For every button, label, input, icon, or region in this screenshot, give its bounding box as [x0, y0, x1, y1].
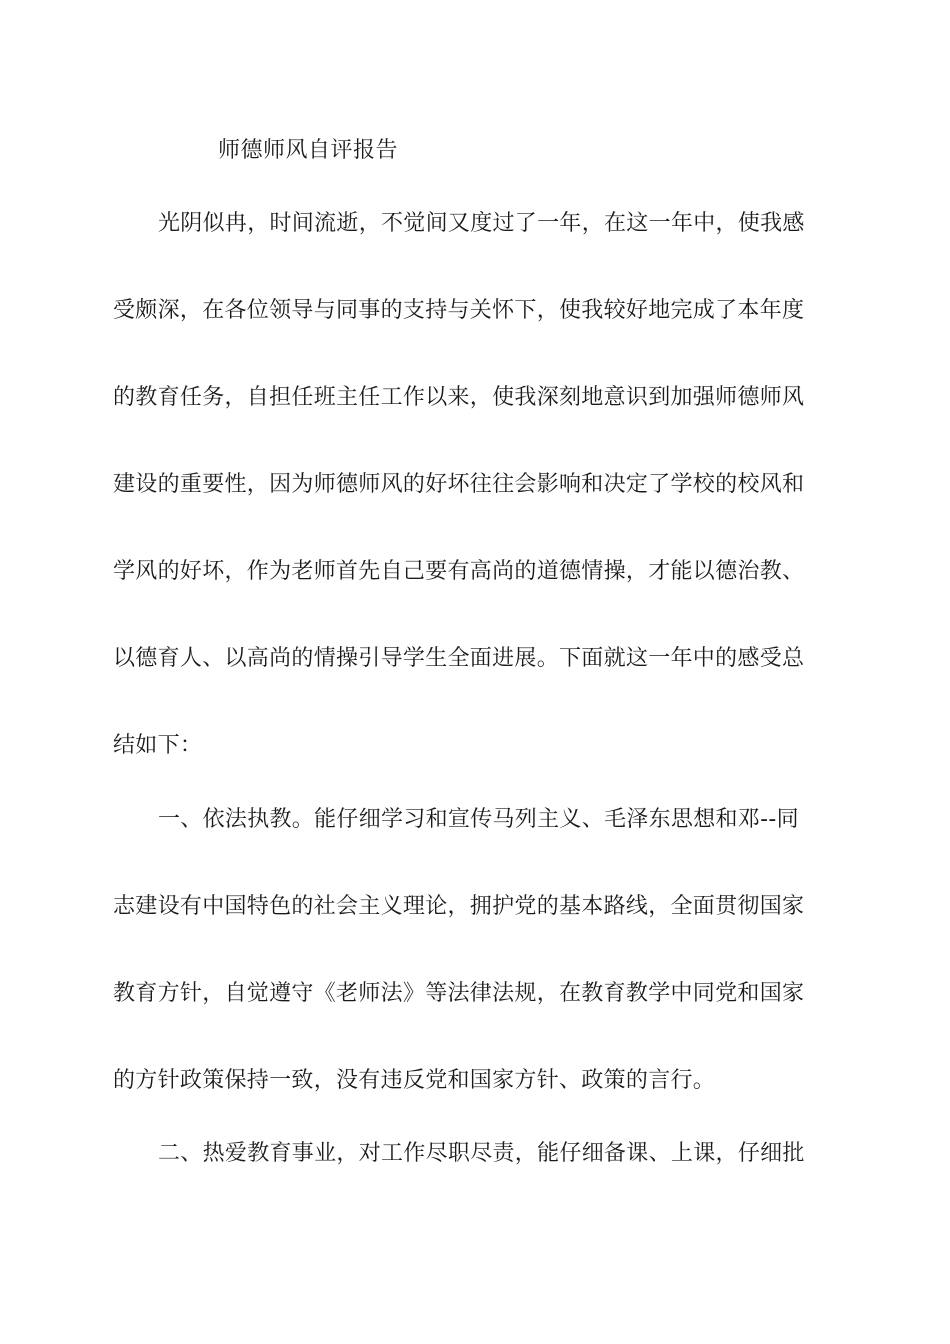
paragraph-line: 教育方针，自觉遵守《老师法》等法律法规，在教育教学中同党和国家	[113, 981, 805, 1006]
paragraph-line: 一、依法执教。能仔细学习和宣传马列主义、毛泽东思想和邓--同	[158, 807, 799, 832]
paragraph-line: 志建设有中国特色的社会主义理论，拥护党的基本路线，全面贯彻国家	[113, 894, 805, 919]
document-title: 师德师风自评报告	[218, 138, 399, 163]
paragraph-line: 光阴似冉，时间流逝，不觉间又度过了一年，在这一年中，使我感	[158, 211, 805, 236]
paragraph-line: 结如下：	[113, 733, 203, 758]
paragraph-line: 以德育人、以高尚的情操引导学生全面进展。下面就这一年中的感受总	[113, 646, 805, 671]
paragraph-line: 建设的重要性，因为师德师风的好坏往往会影响和决定了学校的校风和	[113, 472, 805, 497]
paragraph-line: 的教育任务，自担任班主任工作以来，使我深刻地意识到加强师德师风	[113, 385, 805, 410]
paragraph-line: 受颇深，在各位领导与同事的支持与关怀下，使我较好地完成了本年度	[113, 298, 805, 323]
paragraph-line: 二、热爱教育事业，对工作尽职尽责，能仔细备课、上课，仔细批	[158, 1141, 805, 1166]
paragraph-line: 学风的好坏，作为老师首先自己要有高尚的道德情操，才能以德治教、	[113, 559, 805, 584]
paragraph-line: 的方针政策保持一致，没有违反党和国家方针、政策的言行。	[113, 1068, 716, 1093]
